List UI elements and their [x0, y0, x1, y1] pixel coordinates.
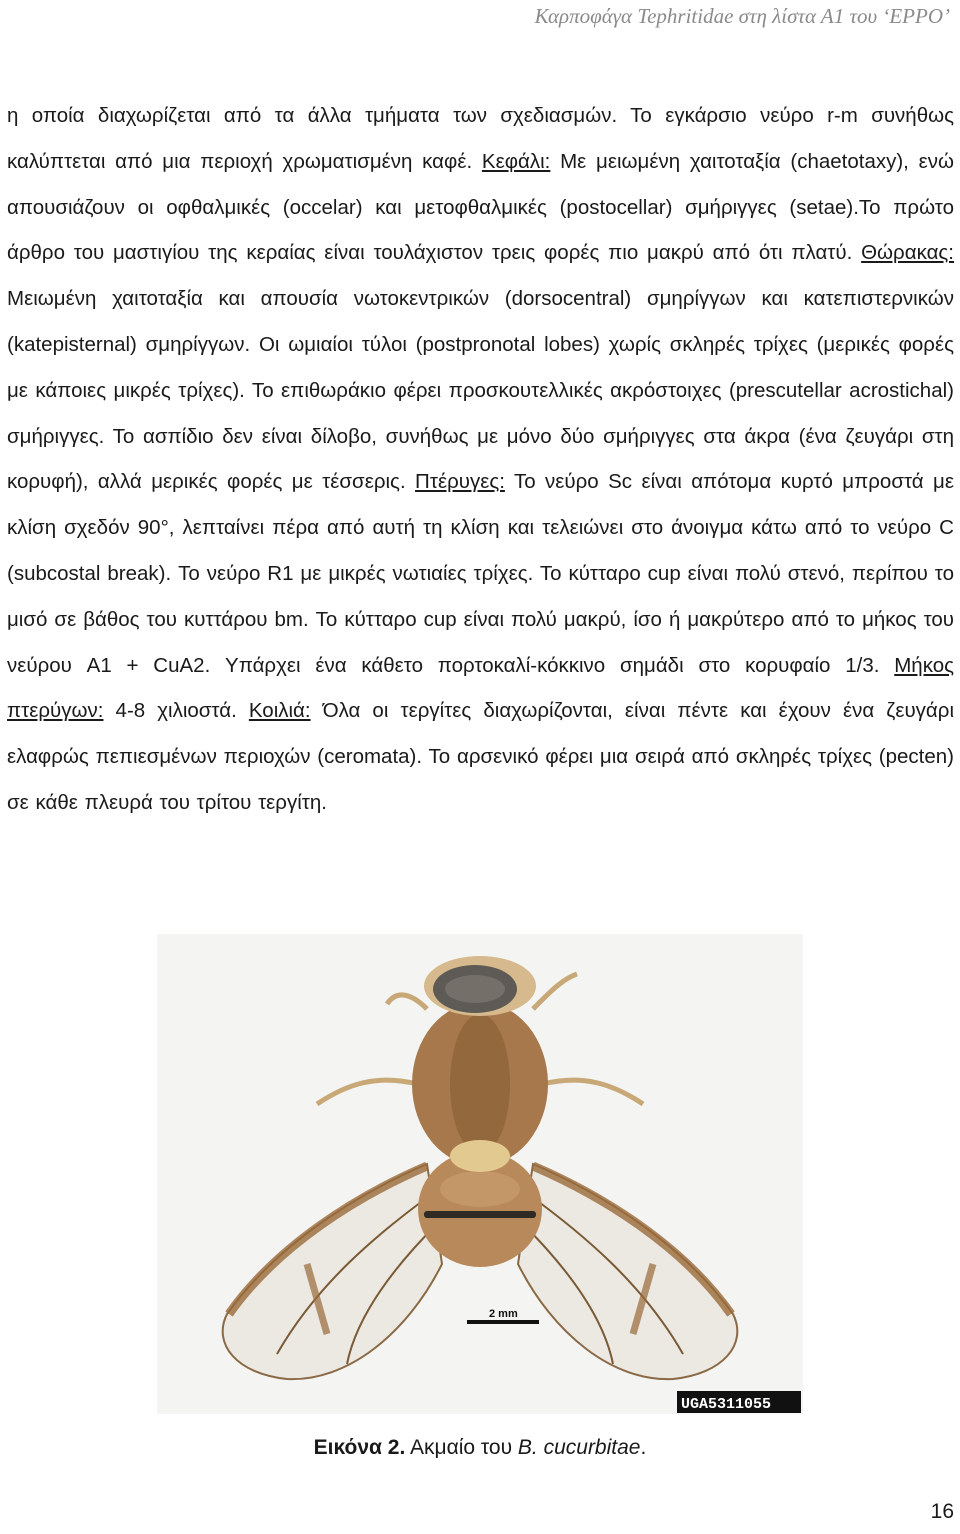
text-segment: η οποία διαχωρίζεται από τα άλλα τμήματα των σχεδιασμών. Το εγκάρσιο νεύρο r-m συνήθως καλύπτεται από μια περιοχή χρωματισμένη καφέ. — [7, 104, 954, 173]
caption-end: . — [640, 1436, 647, 1459]
text-segment: Όλα οι τεργίτες διαχωρίζονται, είναι πέντε και έχουν ένα ζευγάρι ελαφρώς πεπιεσμένων περιοχών (ceromata). Το αρσενικό φέρει μια σειρά από σκληρές τρίχες (pecten) σε κάθε πλευρά του τρίτου τεργίτη. — [7, 699, 954, 814]
scutellum — [450, 1140, 510, 1172]
section-heading-head: Κεφάλι: — [481, 149, 551, 173]
leg — [387, 995, 427, 1009]
section-heading-wing-length: Μήκος πτερύγων: — [7, 653, 954, 723]
image-id-label: UGA5311055 — [681, 1396, 772, 1413]
fly-illustration — [157, 934, 803, 1414]
leg — [317, 1080, 417, 1104]
section-heading-wings: Πτέρυγες: — [415, 470, 505, 494]
text-segment: Το νεύρο Sc είναι απότομα κυρτό μπροστά με κλίση σχεδόν 90°, λεπταίνει πέρα από αυτή τη κλίση και τελειώνει στο άνοιγμα κάτω από το νεύρο C (subcostal break). Το νεύρο R1 με μικρές νωτιαίες τρίχες. Το κύτταρο cup είναι πολύ στενό, περίπου το μισό σε βάθος του κυττάρου bm. Το κύτταρο cup είναι πολύ μακρύ, ίσο ή μακρύτερο από το μήκος του νεύρου A1 + CuA2. Υπάρχει ένα κάθετο πορτοκαλί-κόκκινο σημάδι στο κορυφαίο 1/3. — [7, 470, 954, 677]
thorax-stripe — [450, 1014, 510, 1154]
text-segment: 4-8 χιλιοστά. — [103, 699, 249, 723]
abdomen-band — [424, 1211, 536, 1218]
running-header: Καρποφάγα Tephritidae στη λίστα Α1 του ‘EPPO’ — [534, 4, 950, 28]
abdomen-highlight — [440, 1171, 520, 1207]
leg — [543, 1080, 643, 1104]
caption-label: Εικόνα 2. — [313, 1436, 406, 1459]
caption-text: Ακμαίο του — [405, 1436, 518, 1459]
page-number: 16 — [930, 1500, 954, 1523]
scale-bar-label: 2 mm — [489, 1308, 518, 1320]
figure-caption — [0, 1436, 960, 1460]
leg — [533, 974, 577, 1009]
section-heading-abdomen: Κοιλιά: — [248, 699, 311, 723]
right-wing — [518, 1164, 737, 1379]
left-wing — [223, 1164, 442, 1379]
eye-shine — [445, 975, 505, 1003]
fly-photo — [157, 934, 803, 1414]
text-segment: Με μειωμένη χαιτοταξία (chaetotaxy), ενώ απουσιάζουν οι οφθαλμικές (occelar) και μετοφθαλμικές (postocellar) σμήριγγες (setae).Το πρώτο άρθρο του μαστιγίου της κεραίας είναι τουλάχιστον τρεις φορές πιο μακρύ από ότι πλατύ. — [7, 149, 954, 265]
section-heading-thorax: Θώρακας: — [861, 241, 954, 265]
caption-species: B. cucurbitae — [517, 1436, 641, 1459]
text-segment: Μειωμένη χαιτοταξία και απουσία νωτοκεντρικών (dorsocentral) σμηρίγγων και κατεπιστερνικών (katepisternal) σμηρίγγων. Οι ωμιαίοι τύλοι (postpronotal lobes) χωρίς σκληρές τρίχες (μερικές φορές με κάποιες μικρές τρίχες). Το επιθωράκιο φέρει προσκουτελλικές ακρόστοιχες (prescutellar acrostichal) σμήριγγες. Το ασπίδιο δεν είναι δίλοβο, συνήθως με μόνο δύο σμήριγγες στα άκρα (ένα ζευγάρι στη κορυφή), αλλά μερικές φορές με τέσσερις. — [7, 287, 954, 494]
scale-bar — [467, 1320, 539, 1324]
body-paragraph — [7, 93, 954, 826]
